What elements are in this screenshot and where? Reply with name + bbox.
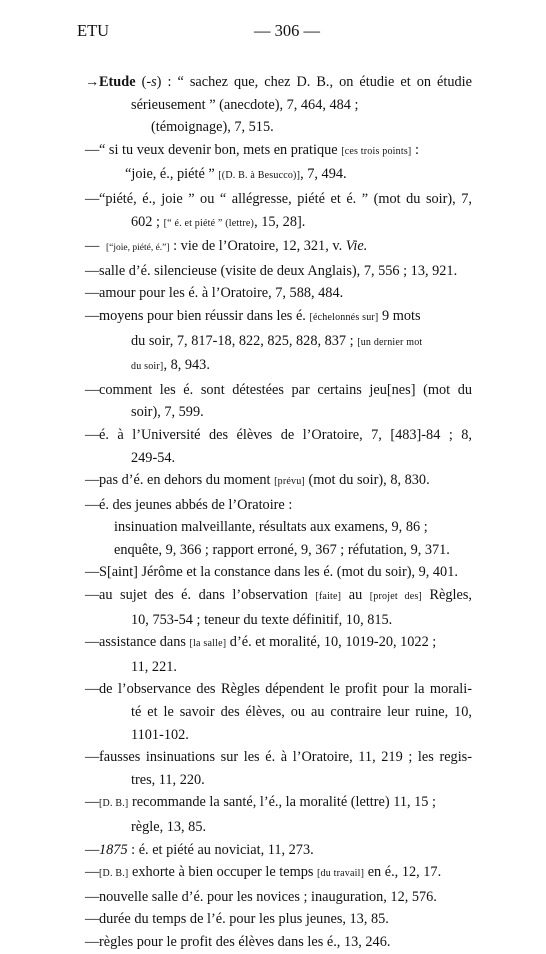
entry-line: 11, 221. <box>131 658 177 675</box>
dash-mark: — <box>85 911 100 928</box>
index-entry <box>0 931 546 954</box>
index-entry <box>0 424 546 469</box>
index-entries <box>0 71 546 954</box>
entry-line: é. des jeunes abbés de l’Oratoire : <box>99 496 293 513</box>
entry-line: au sujet des é. dans l’observation [faite] au [projet des] Règles, <box>99 587 472 604</box>
entry-line: enquête, 9, 366 ; rapport erroné, 9, 367 ; réfutation, 9, 371. <box>114 541 450 558</box>
entry-line: comment les é. sont détestées par certains jeu[nes] (mot du <box>99 381 472 398</box>
index-entry <box>0 139 546 188</box>
dash-mark: — <box>85 496 100 513</box>
index-entry <box>0 861 546 886</box>
dash-mark: — <box>85 285 100 302</box>
dash-mark: — <box>85 238 100 255</box>
entry-line: 249-54. <box>131 449 176 466</box>
entry-line: du soir, 7, 817-18, 822, 825, 828, 837 ; [un dernier mot <box>131 332 423 349</box>
dash-mark: — <box>85 426 100 443</box>
index-entry-head <box>0 71 546 139</box>
entry-line: “piété, é., joie ” ou “ allégresse, piété et é. ” (mot du soir), 7, <box>99 190 472 207</box>
dash-mark: — <box>85 381 100 398</box>
entry-line: fausses insinuations sur les é. à l’Oratoire, 11, 219 ; les regis- <box>99 749 472 766</box>
entry-line: té et le savoir des élèves, ou au contraire leur ruine, 10, <box>131 704 472 721</box>
entry-line: S[aint] Jérôme et la constance dans les é. (mot du soir), 9, 401. <box>99 564 458 581</box>
index-entry <box>0 791 546 838</box>
dash-mark: — <box>85 864 100 881</box>
index-entry <box>0 305 546 379</box>
index-entry <box>0 839 546 862</box>
dash-mark: — <box>85 262 100 279</box>
index-entry <box>0 886 546 909</box>
entry-line: règle, 13, 85. <box>131 819 207 835</box>
entry-line: 10, 753-54 ; teneur du texte définitif, 10, 815. <box>131 611 393 628</box>
dash-mark: — <box>85 634 100 651</box>
dash-mark: — <box>85 587 100 604</box>
dash-mark: — <box>85 564 100 581</box>
index-entry <box>0 188 546 235</box>
index-entry <box>0 260 546 283</box>
index-entry <box>0 584 546 631</box>
dash-mark: — <box>85 794 100 811</box>
entry-line: nouvelle salle d’é. pour les novices ; inauguration, 12, 576. <box>99 888 437 905</box>
entry-line: “joie, é., piété ” [(D. B. à Besucco)], 7, 494. <box>125 166 347 183</box>
dash-mark: — <box>85 307 100 324</box>
dash-mark: — <box>85 190 100 207</box>
index-entry <box>0 469 546 494</box>
entry-line: (témoignage), 7, 515. <box>151 119 274 136</box>
page-number: — 306 — <box>254 21 320 40</box>
entry-line: salle d’é. silencieuse (visite de deux Anglais), 7, 556 ; 13, 921. <box>99 262 458 279</box>
entry-line: pas d’é. en dehors du moment [prévu] (mot du soir), 8, 830. <box>99 472 430 489</box>
entry-line: “ si tu veux devenir bon, mets en pratique [ces trois points] : <box>99 141 420 158</box>
entry-line: moyens pour bien réussir dans les é. [échelonnés sur] 9 mots <box>99 307 421 324</box>
index-entry <box>0 631 546 678</box>
index-entry <box>0 379 546 424</box>
entry-line: insinuation malveillante, résultats aux examens, 9, 86 ; <box>114 519 428 536</box>
entry-line: Etude (-s) : “ sachez que, chez D. B., on étudie et on étudie <box>99 74 472 90</box>
dash-mark: — <box>85 888 100 905</box>
running-head: ETU <box>77 21 110 40</box>
entry-line: 1101-102. <box>131 726 189 743</box>
entry-line: durée du temps de l’é. pour les plus jeunes, 13, 85. <box>99 911 389 928</box>
entry-line: é. à l’Université des élèves de l’Oratoire, 7, [483]-84 ; 8, <box>99 426 472 443</box>
entry-line: assistance dans [la salle] d’é. et moralité, 10, 1019-20, 1022 ; <box>99 634 437 651</box>
entry-line: amour pour les é. à l’Oratoire, 7, 588, 484. <box>99 285 344 302</box>
index-entry <box>0 235 546 260</box>
dash-mark: — <box>85 141 100 158</box>
entry-line: 602 ; [“ é. et piété ” (lettre), 15, 28]. <box>131 213 306 230</box>
index-entry <box>0 746 546 791</box>
entry-line: [D. B.] exhorte à bien occuper le temps [du travail] en é., 12, 17. <box>99 864 442 881</box>
arrow-icon: → <box>85 74 100 90</box>
entry-line: du soir], 8, 943. <box>131 357 210 374</box>
index-entry <box>0 678 546 746</box>
entry-line: tres, 11, 220. <box>131 771 205 788</box>
entry-line: [D. B.] recommande la santé, l’é., la moralité (lettre) 11, 15 ; <box>99 794 436 811</box>
index-entry <box>0 908 546 931</box>
index-entry <box>0 494 546 562</box>
entry-line: de l’observance des Règles dépendent le profit pour la morali- <box>99 681 472 698</box>
dash-mark: — <box>85 841 100 858</box>
entry-line: règles pour le profit des élèves dans les é., 13, 246. <box>99 933 391 950</box>
dash-mark: — <box>85 933 100 950</box>
entry-line: soir), 7, 599. <box>131 404 204 421</box>
dash-mark: — <box>85 681 100 698</box>
index-entry <box>0 561 546 584</box>
index-entry <box>0 282 546 305</box>
headword: Etude <box>99 74 136 90</box>
entry-line: 1875 : é. et piété au noviciat, 11, 273. <box>99 841 314 858</box>
dash-mark: — <box>85 472 100 489</box>
dash-mark: — <box>85 749 100 766</box>
entry-line: [“joie, piété, é.”] : vie de l’Oratoire, 12, 321, v. Vie. <box>106 238 368 255</box>
entry-line: sérieusement ” (anecdote), 7, 464, 484 ; <box>131 96 359 113</box>
